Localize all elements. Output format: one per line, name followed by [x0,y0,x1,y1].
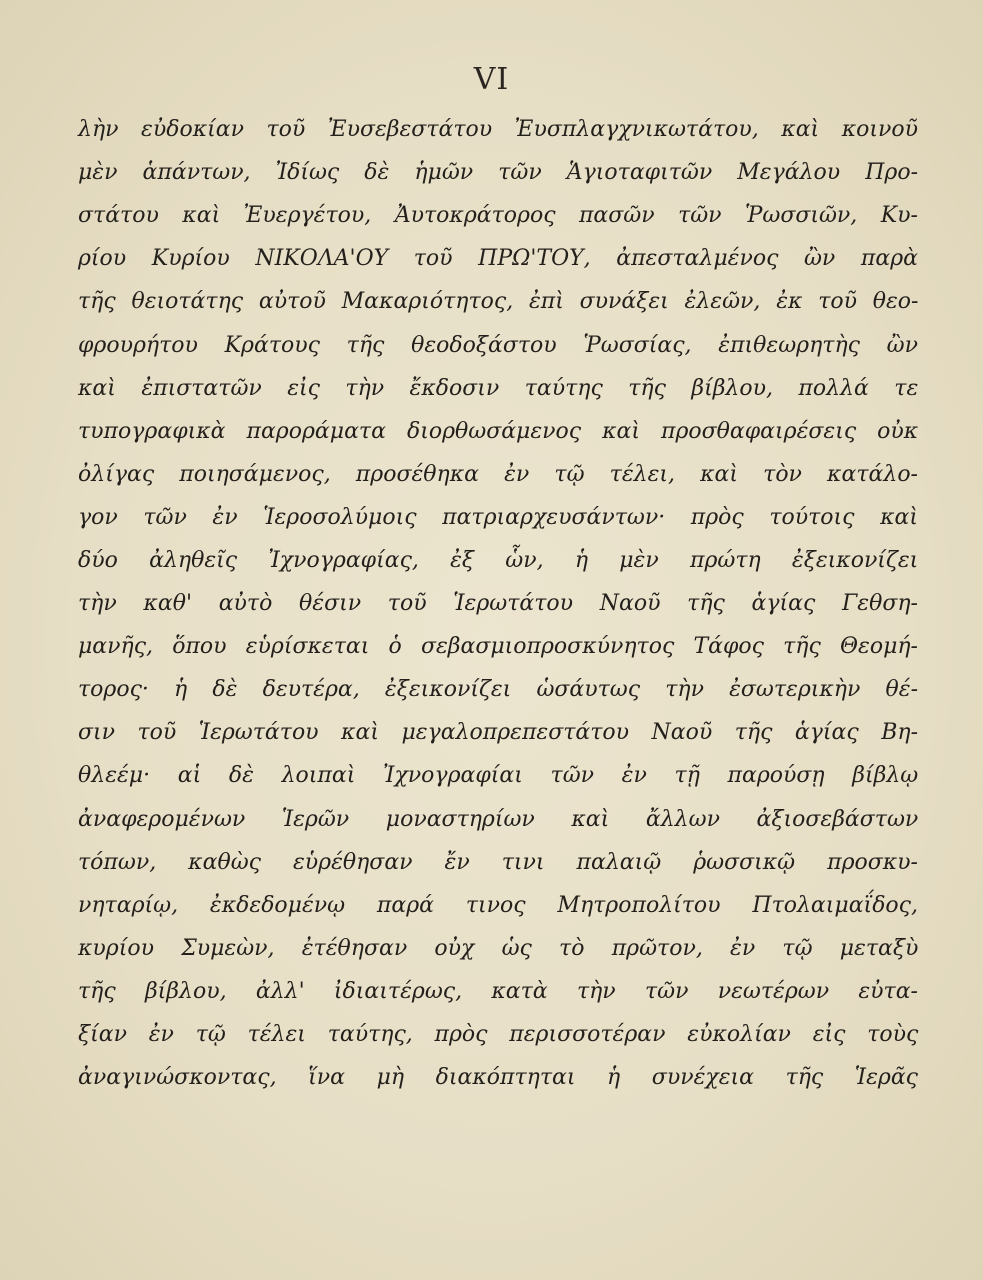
text-line: τόπων, καθὼς εὑρέθησαν ἔν τινι παλαιῷ ῥωσσικῷ προσκυ- [78,849,918,875]
text-line: δύο ἀληθεῖς Ἰχνογραφίας, ἐξ ὧν, ἡ μὲν πρώτη ἐξεικονίζει [78,547,919,573]
text-line: ξίαν ἐν τῷ τέλει ταύτης, πρὸς περισσοτέραν εὐκολίαν εἰς τοὺς [78,1022,919,1048]
text-line: στάτου καὶ Ἐυεργέτου, Ἀυτοκράτορος πασῶν τῶν Ῥωσσιῶν, Κυ- [78,203,918,229]
text-line: καὶ ἐπιστατῶν εἰς τὴν ἔκδοσιν ταύτης τῆς βίβλου, πολλά τε [78,375,919,401]
text-line: τῆς βίβλου, ἀλλ' ἰδιαιτέρως, κατὰ τὴν τῶν νεωτέρων εὐτα- [78,978,918,1004]
text-line: θλεέμ· αἱ δὲ λοιπαὶ Ἰχνογραφίαι τῶν ἐν τῇ παρούσῃ βίβλῳ [78,763,919,789]
text-line: τορος· ἡ δὲ δευτέρα, ἐξεικονίζει ὡσάυτως τὴν ἐσωτερικὴν θέ- [78,677,918,703]
text-line: τὴν καθ' αὐτὸ θέσιν τοῦ Ἱερωτάτου Ναοῦ τῆς ἁγίας Γεθση- [78,591,918,617]
page-number: VI [473,62,510,97]
text-line: λὴν εὐδοκίαν τοῦ Ἐυσεβεστάτου Ἐυσπλαγχνικωτάτου, καὶ κοινοῦ [78,117,918,143]
text-line: ἀναγινώσκοντας, ἵνα μὴ διακόπτηται ἡ συνέχεια τῆς Ἱερᾶς [78,1065,918,1091]
text-line: μὲν ἁπάντων, Ἰδίως δὲ ἡμῶν τῶν Ἁγιοταφιτῶν Μεγάλου Προ- [78,160,918,186]
text-line: μανῆς, ὅπου εὑρίσκεται ὁ σεβασμιοπροσκύνητος Τάφος τῆς Θεομή- [78,634,918,660]
text-line: σιν τοῦ Ἱερωτάτου καὶ μεγαλοπρεπεστάτου Ναοῦ τῆς ἁγίας Βη- [78,720,919,746]
text-line: ρίου Κυρίου ΝΙΚΟΛΑ'ΟΥ τοῦ ΠΡΩ'ΤΟΥ, ἀπεσταλμένος ὢν παρὰ [78,246,918,272]
text-line: ἀναφερομένων Ἱερῶν μοναστηρίων καὶ ἄλλων ἀξιοσεβάστων [78,806,919,832]
body-text [78,108,918,1099]
text-line: κυρίου Συμεὼν, ἐτέθησαν οὐχ ὡς τὸ πρῶτον, ἐν τῷ μεταξὺ [78,935,919,961]
text-line: νηταρίῳ, ἐκδεδομένῳ παρά τινος Μητροπολίτου Πτολαιμαΐδος, [78,892,918,918]
text-line: φρουρήτου Κράτους τῆς θεοδοξάστου Ῥωσσίας, ἐπιθεωρητὴς ὢν [78,332,918,358]
text-line: τῆς θειοτάτης αὐτοῦ Μακαριότητος, ἐπὶ συνάξει ἐλεῶν, ἐκ τοῦ θεο- [78,289,919,315]
text-line: ὀλίγας ποιησάμενος, προσέθηκα ἐν τῷ τέλει, καὶ τὸν κατάλο- [78,461,918,487]
text-line: γον τῶν ἐν Ἱεροσολύμοις πατριαρχευσάντων· πρὸς τούτοις καὶ [78,504,918,530]
text-line: τυπογραφικὰ παροράματα διορθωσάμενος καὶ προσθαφαιρέσεις οὐκ [78,418,919,444]
